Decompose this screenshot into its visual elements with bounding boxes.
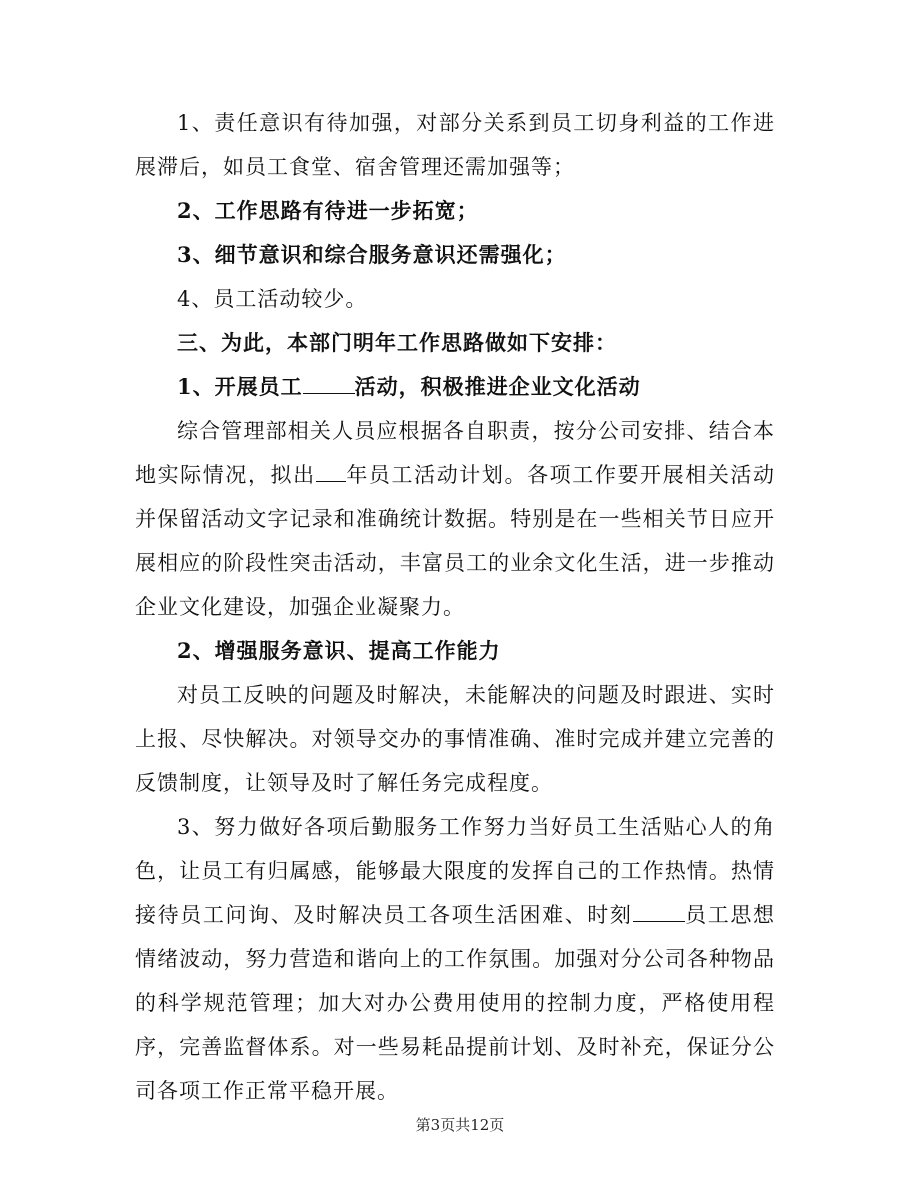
paragraph-4: 4、员工活动较少。	[177, 287, 368, 311]
subheading-2: 2、增强服务意识、提高工作能力	[177, 638, 501, 663]
paragraph-activities	[135, 409, 775, 629]
fill-blank	[303, 375, 355, 394]
paragraph-activities-post: 年员工活动计划。各项工作要开展相关活动并保留活动文字记录和准确统计数据。特别是在一些相关节日应开展相应的阶段性突击活动，丰富员工的业余文化生活，进一步推动企业文化建设，加强企业凝聚力。	[135, 463, 776, 619]
paragraph-3: 3、细节意识和综合服务意识还需强化；	[177, 242, 567, 267]
paragraph-1: 1、责任意识有待加强，对部分关系到员工切身利益的工作进展滞后，如员工食堂、宿舍管理还需加强等；	[135, 111, 775, 179]
fill-blank	[316, 463, 346, 482]
section-heading: 三、为此，本部门明年工作思路做如下安排：	[177, 330, 617, 355]
paragraph-logistics-pre: 3、努力做好各项后勤服务工作努力当好员工生活贴心人的角色，让员工有归属感，能够最大限度的发挥自己的工作热情。热情接待员工问询、及时解决员工各项生活困难、时刻	[135, 815, 775, 927]
fill-blank	[633, 903, 685, 922]
paragraph-activities-pre: 综合管理部相关人员应根据各自职责，按分公司安排、结合本地实际情况，拟出	[135, 419, 775, 487]
paragraph-service: 对员工反映的问题及时解决，未能解决的问题及时跟进、实时上报、尽快解决。对领导交办的事情准确、准时完成并建立完善的反馈制度，让领导及时了解任务完成程度。	[135, 683, 775, 795]
paragraph-2: 2、工作思路有待进一步拓宽；	[177, 198, 479, 223]
page-number-footer: 第3页共12页	[415, 1116, 505, 1134]
subheading-1	[135, 365, 775, 409]
paragraph-logistics	[135, 805, 775, 1113]
subheading-1-post: 活动，积极推进企业文化活动	[354, 374, 641, 399]
document-body	[135, 101, 775, 1113]
paragraph-logistics-post: 员工思想情绪波动，努力营造和谐向上的工作氛围。加强对分公司各种物品的科学规范管理；加大对办公费用使用的控制力度，严格使用程序，完善监督体系。对一些易耗品提前计划、及时补充，保证分公司各项工作正常平稳开展。	[135, 903, 776, 1103]
subheading-1-pre: 1、开展员工	[177, 374, 303, 399]
